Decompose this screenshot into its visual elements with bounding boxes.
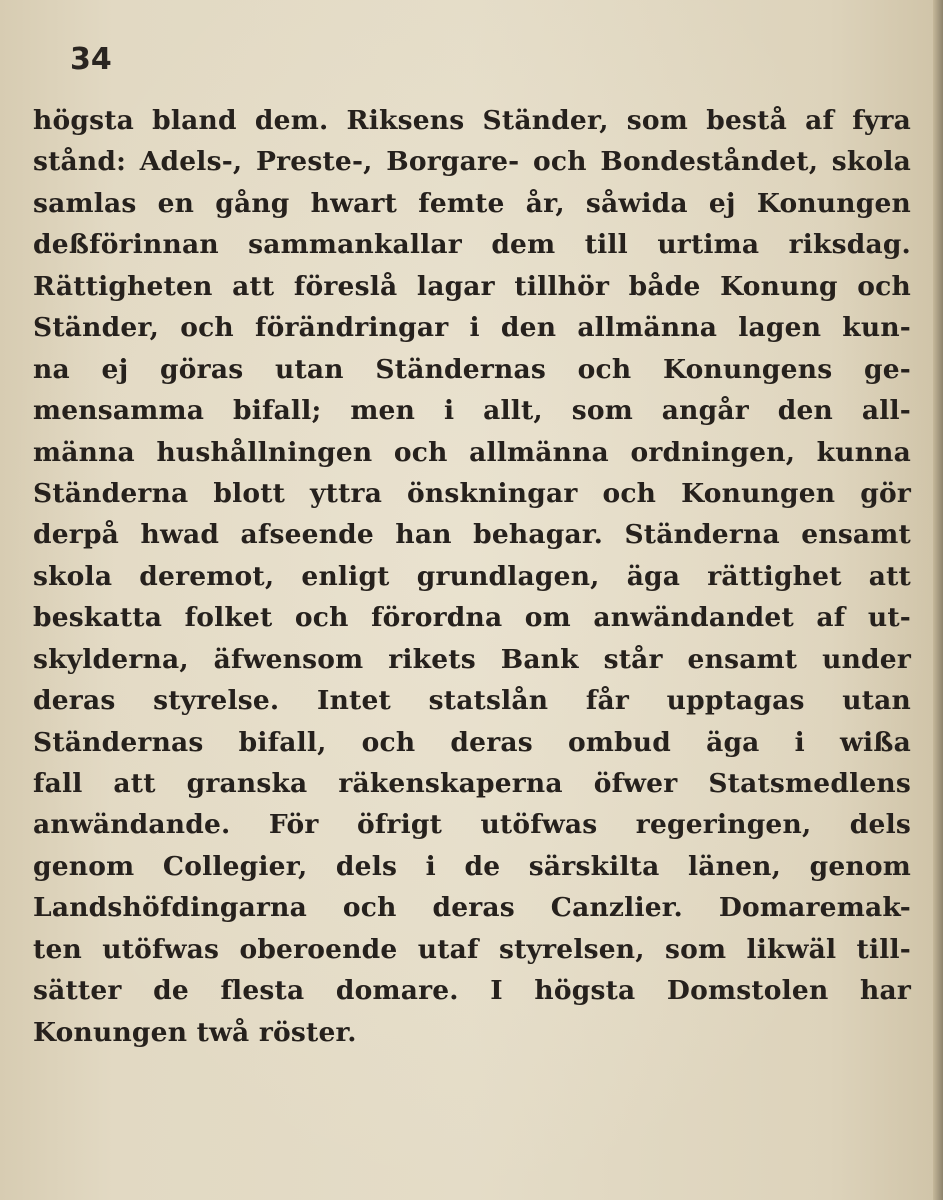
page-number: 34 bbox=[70, 42, 112, 77]
text-line: Ständerna blott yttra önskningar och Konungen gör bbox=[33, 477, 911, 509]
text-line: samlas en gång hwart femte år, såwida ej Konungen bbox=[33, 187, 911, 219]
text-line: genom Collegier, dels i de särskilta länen, genom bbox=[33, 850, 911, 882]
text-line: derpå hwad afseende han behagar. Ständerna ensamt bbox=[33, 519, 911, 551]
text-line: Rättigheten att föreslå lagar tillhör både Konung och bbox=[33, 270, 911, 302]
text-line: sätter de flesta domare. I högsta Domstolen har bbox=[33, 975, 911, 1007]
text-line: Konungen twå röster. bbox=[33, 1016, 357, 1048]
text-line: Landshöfdingarna och deras Canzlier. Domaremak- bbox=[33, 892, 911, 924]
text-line: mensamma bifall; men i allt, som angår den all- bbox=[33, 395, 911, 427]
text-line: högsta bland dem. Riksens Ständer, som bestå af fyra bbox=[33, 105, 911, 136]
text-line: Ständer, och förändringar i den allmänna lagen kun- bbox=[33, 312, 911, 344]
text-line: beskatta folket och förordna om anwändandet af ut- bbox=[33, 602, 911, 634]
text-line: anwändande. För öfrigt utöfwas regeringen, dels bbox=[33, 809, 911, 841]
text-line: ten utöfwas oberoende utaf styrelsen, som likwäl till- bbox=[33, 933, 911, 965]
text-line: männa hushållningen och allmänna ordningen, kunna bbox=[33, 436, 911, 468]
text-line: Ständernas bifall, och deras ombud äga i wißa bbox=[33, 726, 911, 758]
text-line: deras styrelse. Intet statslån får upptagas utan bbox=[33, 685, 911, 717]
text-line: fall att granska räkenskaperna öfwer Statsmedlens bbox=[33, 768, 911, 799]
page-edge-shadow bbox=[933, 0, 943, 1200]
text-line: deßförinnan sammankallar dem till urtima riksdag. bbox=[33, 229, 911, 261]
text-line: skylderna, äfwensom rikets Bank står ensamt under bbox=[33, 643, 911, 675]
text-line: na ej göras utan Ständernas och Konungens ge- bbox=[33, 353, 911, 385]
text-line: skola deremot, enligt grundlagen, äga rättighet att bbox=[33, 560, 911, 592]
text-line: stånd: Adels-, Preste-, Borgare- och Bondeståndet, skola bbox=[33, 146, 911, 178]
body-text bbox=[33, 100, 911, 1053]
